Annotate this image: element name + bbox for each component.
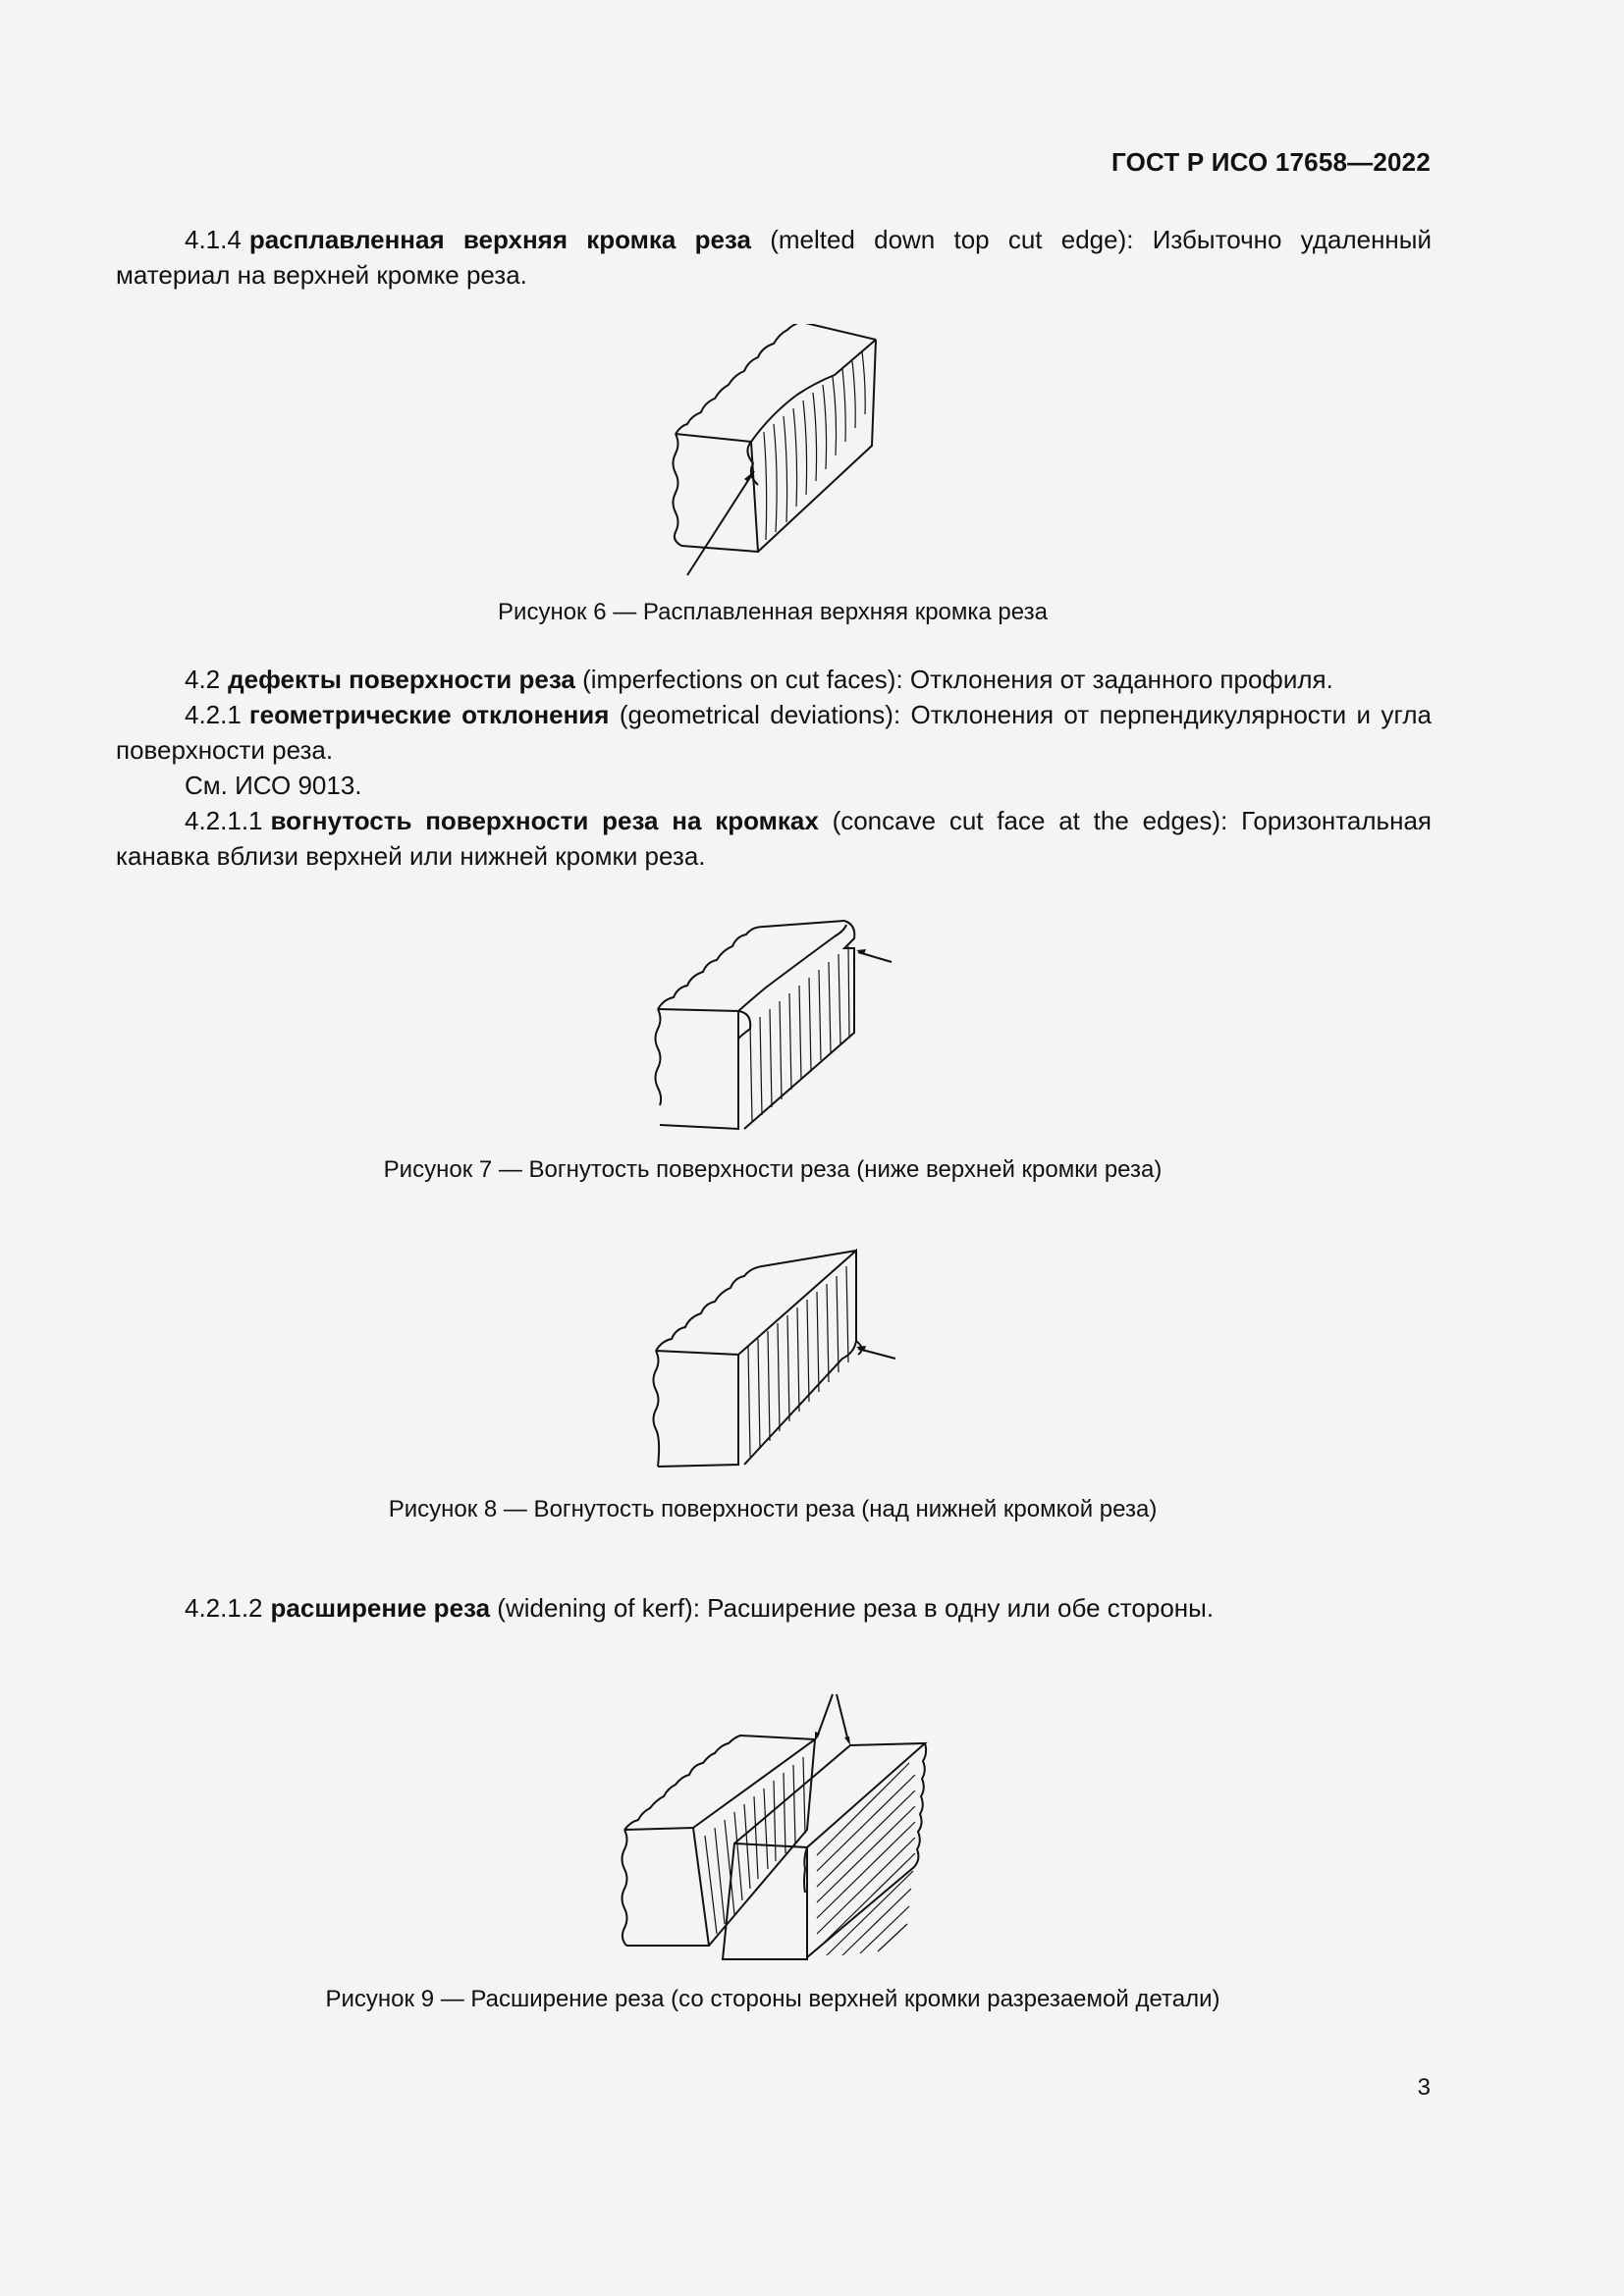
figure-7 [648,893,903,1139]
term: геометрические отклонения [248,700,610,729]
definition: (imperfections on cut faces): Отклонения от заданного профиля. [574,665,1333,694]
section-number: 4.2 [185,665,221,694]
see-also-text: См. ИСО 9013. [185,771,362,800]
figure-8 [648,1239,903,1484]
figure-6 [668,324,903,579]
section-number: 4.1.4 [185,225,242,254]
figure-9-caption: Рисунок 9 — Расширение реза (со стороны верхней кромки разрезаемой детали) [325,1986,1220,2012]
figure-6-caption: Рисунок 6 — Расплавленная верхняя кромка реза [498,599,1048,625]
section-4-2-1-2 [116,1590,1432,1626]
figure-8-caption: Рисунок 8 — Вогнутость поверхности реза (над нижней кромкой реза) [388,1496,1158,1522]
definition: (widening of kerf): Расширение реза в одну или обе стороны. [490,1593,1215,1623]
term: дефекты поверхности реза [228,665,575,694]
term: расширение реза [270,1593,491,1623]
document-id: ГОСТ Р ИСО 17658—2022 [1110,147,1431,177]
definition: (concave cut face at the edges): Горизонтальная канавка вблизи верхней или нижней кромки реза. [116,806,1432,871]
figure-8-drawing [648,1239,903,1484]
section-4-2-1-1 [116,803,1432,874]
section-number: 4.2.1.1 [185,806,263,835]
section-4-1-4 [116,222,1432,293]
definition: (geometrical deviations): Отклонения от перпендикулярности и угла поверхности реза. [116,700,1432,765]
term: расплавленная верхняя кромка реза [248,225,751,254]
figure-6-drawing [668,324,903,579]
figure-9 [615,1688,939,1963]
figure-7-caption: Рисунок 7 — Вогнутость поверхности реза (ниже верхней кромки реза) [383,1156,1163,1183]
figure-7-drawing [648,893,903,1139]
section-4-2 [116,662,1432,697]
figure-9-drawing [615,1688,939,1963]
term: вогнутость поверхности реза на кромках [270,806,819,835]
definition: (melted down top cut edge): Избыточно удаленный материал на верхней кромке реза. [116,225,1433,290]
page-number: 3 [1417,2074,1431,2101]
section-number: 4.2.1.2 [185,1593,263,1623]
see-also [116,768,1432,803]
section-number: 4.2.1 [185,700,242,729]
section-4-2-1 [116,697,1432,768]
